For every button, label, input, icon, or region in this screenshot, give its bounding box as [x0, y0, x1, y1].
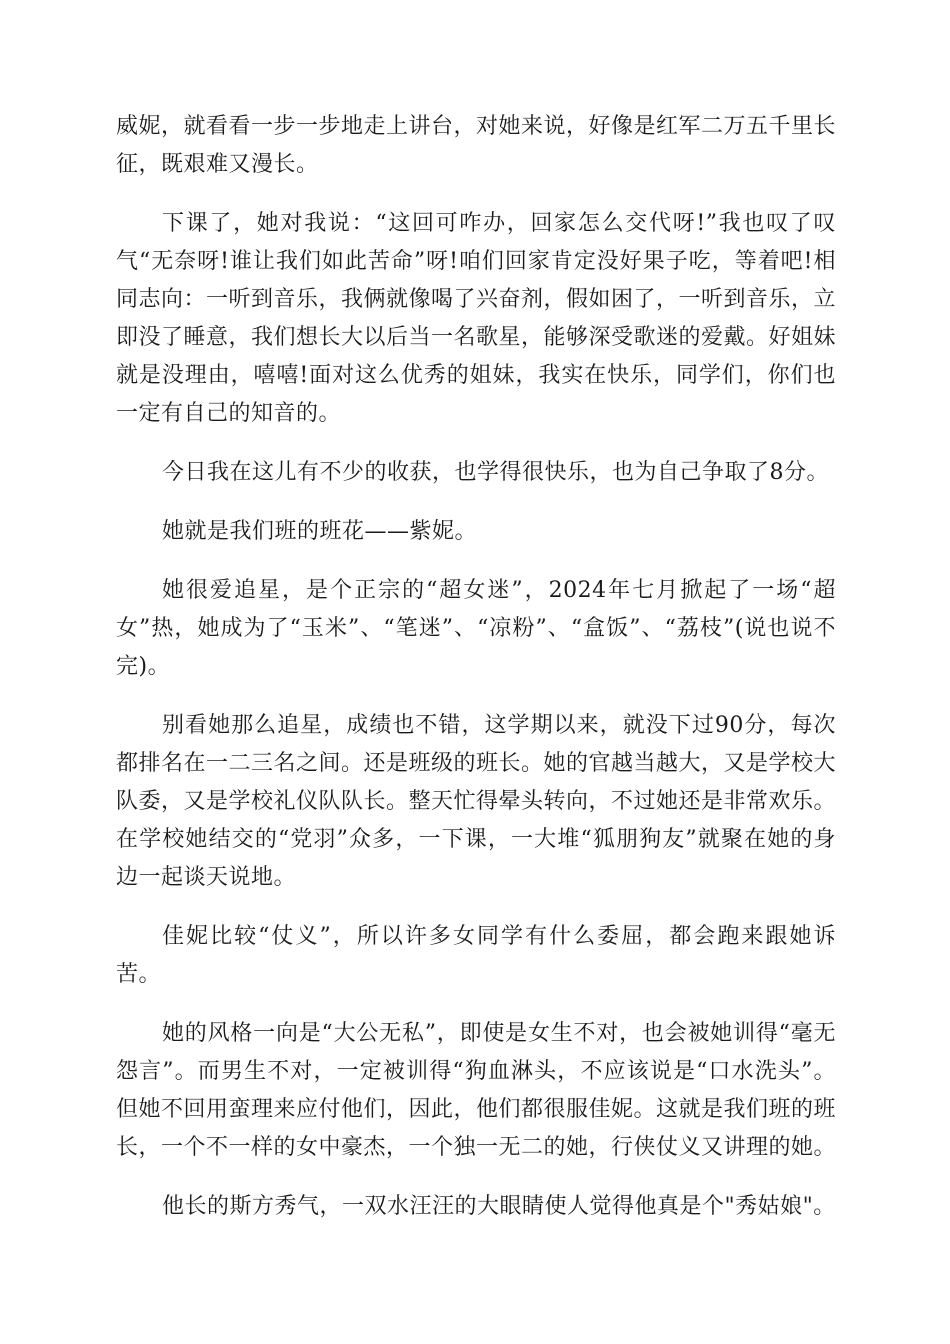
paragraph-5: 她很爱追星，是个正宗的“超女迷”，2024年七月掀起了一场“超女”热，她成为了“玉米”、“笔迷”、“凉粉”、“盒饭”、“荔枝”(说也说不完)。	[116, 578, 836, 679]
paragraph-9: 他长的斯方秀气，一双水汪汪的大眼睛使人觉得他真是个"秀姑娘"。	[162, 1194, 836, 1219]
paragraph-8: 她的风格一向是“大公无私”，即使是女生不对，也会被她训得“毫无怨言”。而男生不对，一定被训得“狗血淋头，不应该说是“口水洗头”。但她不回用蛮理来应付他们，因此，他们都很服佳妮。这就是我们班的班长，一个不一样的女中豪杰，一个独一无二的她，行侠仗义又讲理的她。	[116, 1021, 837, 1160]
paragraph-1: 威妮，就看看一步一步地走上讲台，对她来说，好像是红军二万五千里长征，既艰难又漫长。	[116, 114, 837, 177]
text-column	[116, 108, 836, 1247]
paragraph-4: 她就是我们班的班花——紫妮。	[162, 519, 478, 544]
paragraph-6: 别看她那么追星，成绩也不错，这学期以来，就没下过90分，每次都排名在一二三名之间。还是班级的班长。她的官越当越大，又是学校大队委，又是学校礼仪队队长。整天忙得晕头转向，不过她还是非常欢乐。在学校她结交的“党羽”众多，一下课，一大堆“狐朋狗友”就聚在她的身边一起谈天说地。	[116, 713, 837, 890]
paragraph-7: 佳妮比较“仗义”，所以许多女同学有什么委屈，都会跑来跟她诉苦。	[116, 924, 836, 987]
paragraph-3: 今日我在这儿有不少的收获，也学得很快乐，也为自己争取了8分。	[162, 460, 829, 485]
paragraph-2: 下课了，她对我说：“这回可咋办，回家怎么交代呀!”我也叹了叹气“无奈呀!谁让我们如此苦命”呀!咱们回家肯定没好果子吃，等着吧!相同志向：一听到音乐，我俩就像喝了兴奋剂，假如困了，一听到音乐，立即没了睡意，我们想长大以后当一名歌星，能够深受歌迷的爱戴。好姐妹就是没理由，嘻嘻!面对这么优秀的姐妹，我实在快乐，同学们，你们也一定有自己的知音的。	[116, 211, 837, 426]
